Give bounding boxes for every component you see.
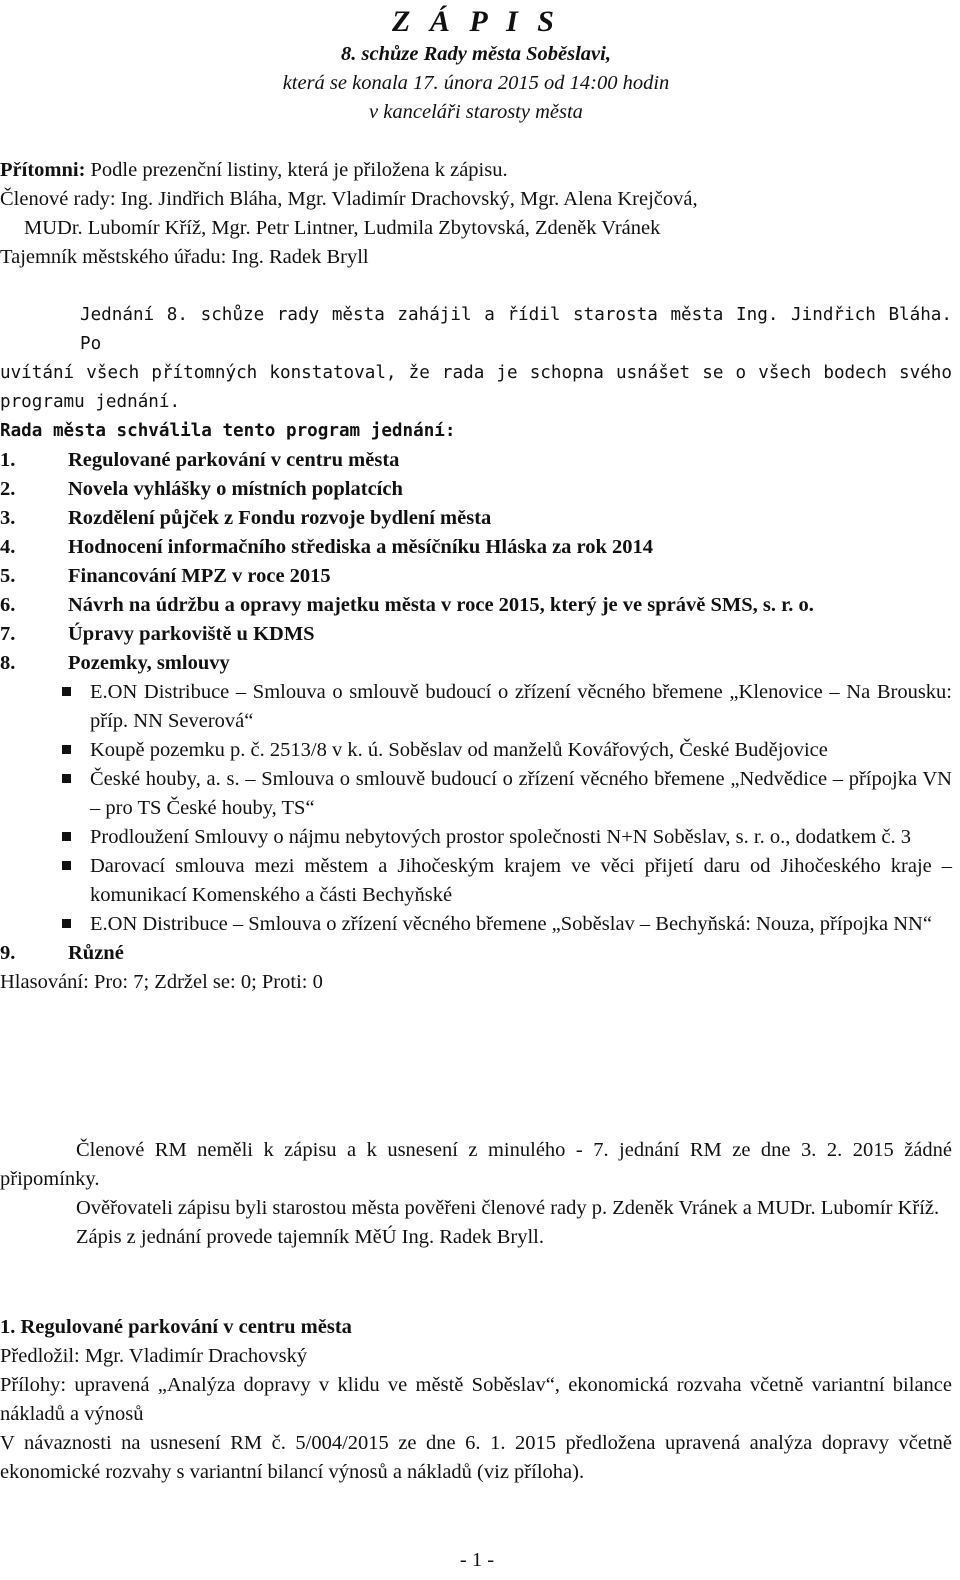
program-item: 9. Různé <box>0 942 124 964</box>
present-label: Přítomni: <box>0 159 86 181</box>
present-text: Podle prezenční listiny, která je přiložena k zápisu. <box>85 159 508 181</box>
section-1-submitted: Předložil: Mgr. Vladimír Drachovský <box>0 1345 308 1367</box>
subitem: České houby, a. s. – Smlouva o smlouvě budoucí o zřízení věcného břemene „Nedvědice – přípojka VN – pro TS České houby, TS“ <box>0 765 952 823</box>
section-1 <box>0 1313 952 1487</box>
present-line <box>0 156 952 185</box>
document-title: Z Á P I S <box>392 5 560 38</box>
opening-paragraph <box>0 301 952 417</box>
remarks-previous-minutes: Členové RM neměli k zápisu a k usnesení z minulého - 7. jednání RM ze dne 3. 2. 2015 žádné připomínky. <box>0 1139 952 1190</box>
document-header <box>0 4 952 127</box>
program-item: 4. Hodnocení informačního střediska a měsíčníku Hláska za rok 2014 <box>0 536 654 558</box>
program-section <box>0 446 952 997</box>
meeting-place: v kanceláři starosty města <box>369 101 583 123</box>
program-item: 1. Regulované parkování v centru města <box>0 449 400 471</box>
program-heading: Rada města schválila tento program jednání: <box>0 421 456 441</box>
remarks-section <box>0 1136 952 1252</box>
program-list <box>0 446 952 678</box>
subitem: Prodloužení Smlouvy o nájmu nebytových prostor společnosti N+N Soběslav, s. r. o., dodatkem č. 3 <box>0 823 952 852</box>
opening-line-3: programu jednání. <box>0 392 181 412</box>
program-item: 2. Novela vyhlášky o místních poplatcích <box>0 478 403 500</box>
program-item: 8. Pozemky, smlouvy <box>0 652 230 674</box>
meeting-name: 8. schůze Rady města Soběslavi, <box>341 43 611 65</box>
program-list-end <box>0 939 952 968</box>
program-item: 6. Návrh na údržbu a opravy majetku města v roce 2015, který je ve správě SMS, s. r. o. <box>0 594 814 616</box>
remarks-recorder: Zápis z jednání provede tajemník MěÚ Ing. Radek Bryll. <box>76 1226 544 1248</box>
attendance-section <box>0 156 952 272</box>
opening-line-2: uvítání všech přítomných konstatoval, že rada je schopna usnášet se o všech bodech svého <box>0 363 952 383</box>
section-1-context: V návaznosti na usnesení RM č. 5/004/2015 ze dne 6. 1. 2015 předložena upravená analýza dopravy včetně ekonomické rozvahy s variantní bilancí výnosů a nákladů (viz příloha). <box>0 1432 952 1483</box>
page-number: - 1 - <box>459 1549 495 1571</box>
subitem: Koupě pozemku p. č. 2513/8 v k. ú. Soběslav od manželů Kovářových, České Budějovice <box>0 736 952 765</box>
opening-line-1: Jednání 8. schůze rady města zahájil a řídil starosta města Ing. Jindřich Bláha. Po <box>80 305 952 354</box>
vote-result: Hlasování: Pro: 7; Zdržel se: 0; Proti: 0 <box>0 971 323 993</box>
remarks-verifiers: Ověřovateli zápisu byli starostou města pověřeni členové rady p. Zdeněk Vránek a MUDr. Lubomír Kříž. <box>76 1197 940 1219</box>
meeting-date: která se konala 17. února 2015 od 14:00 hodin <box>282 72 670 94</box>
subitem: Darovací smlouva mezi městem a Jihočeským krajem ve věci přijetí daru od Jihočeského kraje – komunikací Komenského a části Bechyňské <box>0 852 952 910</box>
members-line-2: MUDr. Lubomír Kříž, Mgr. Petr Lintner, Ludmila Zbytovská, Zdeněk Vránek <box>24 217 661 239</box>
program-item: 7. Úpravy parkoviště u KDMS <box>0 623 315 645</box>
section-1-attachments: Přílohy: upravená „Analýza dopravy v klidu ve městě Soběslav“, ekonomická rozvaha včetně variantní bilance nákladů a výnosů <box>0 1374 952 1425</box>
program-subitems <box>0 678 952 939</box>
subitem: E.ON Distribuce – Smlouva o smlouvě budoucí o zřízení věcného břemene „Klenovice – Na Brousku: příp. NN Severová“ <box>0 678 952 736</box>
program-item: 5. Financování MPZ v roce 2015 <box>0 565 331 587</box>
section-1-heading: 1. Regulované parkování v centru města <box>0 1316 352 1338</box>
members-line-1: Členové rady: Ing. Jindřich Bláha, Mgr. Vladimír Drachovský, Mgr. Alena Krejčová, <box>0 188 698 210</box>
program-item: 3. Rozdělení půjček z Fondu rozvoje bydlení města <box>0 507 492 529</box>
subitem: E.ON Distribuce – Smlouva o zřízení věcného břemene „Soběslav – Bechyňská: Nouza, přípojka NN“ <box>0 910 952 939</box>
secretary-line: Tajemník městského úřadu: Ing. Radek Bryll <box>0 246 369 268</box>
